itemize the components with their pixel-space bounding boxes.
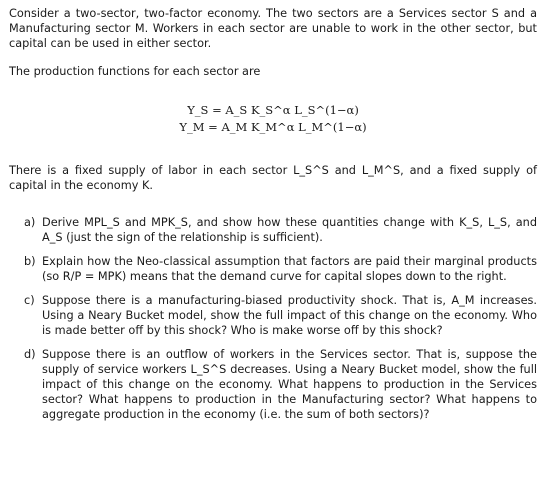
question-a: [9, 215, 537, 245]
manufacturing-production-equation: Y_M = A_M K_M^α L_M^(1−α): [179, 120, 367, 134]
question-label: c): [24, 294, 35, 307]
question-label: a): [24, 216, 36, 229]
problem-document: [9, 6, 537, 431]
intro-paragraph: Consider a two-sector, two-factor economy. The two sectors are a Services sector S and a Manufacturing sector M. Workers in each sector are unable to work in the other sector, but capital can be used in either sector.: [9, 7, 537, 50]
production-equations: [9, 103, 537, 137]
question-d: [9, 347, 537, 422]
question-text: Explain how the Neo-classical assumption that factors are paid their marginal products (so R/P = MPK) means that the demand curve for capital slopes down to the right.: [42, 255, 537, 283]
question-text: Suppose there is a manufacturing-biased productivity shock. That is, A_M increases. Using a Neary Bucket model, show the full impact of this change on the economy. Who is made better off by this shock? Who is make worse off by this shock?: [42, 294, 537, 337]
production-functions-lead: The production functions for each sector are: [9, 65, 261, 78]
question-c: [9, 293, 537, 338]
question-text: Derive MPL_S and MPK_S, and show how these quantities change with K_S, L_S, and A_S (just the sign of the relationship is sufficient).: [42, 216, 537, 244]
question-text: Suppose there is an outflow of workers in the Services sector. That is, suppose the supply of service workers L_S^S decreases. Using a Neary Bucket model, show the full impact of this change on the economy. What happens to production in the Services sector? What happens to production in the Manufacturing sector? What happens to aggregate production in the economy (i.e. the sum of both sectors)?: [42, 348, 537, 421]
question-label: d): [24, 348, 36, 361]
services-production-equation: Y_S = A_S K_S^α L_S^(1−α): [187, 103, 359, 117]
question-list: [9, 215, 537, 422]
question-label: b): [24, 255, 36, 268]
question-b: [9, 254, 537, 284]
fixed-supply-paragraph: There is a fixed supply of labor in each sector L_S^S and L_M^S, and a fixed supply of capital in the economy K.: [9, 164, 537, 192]
